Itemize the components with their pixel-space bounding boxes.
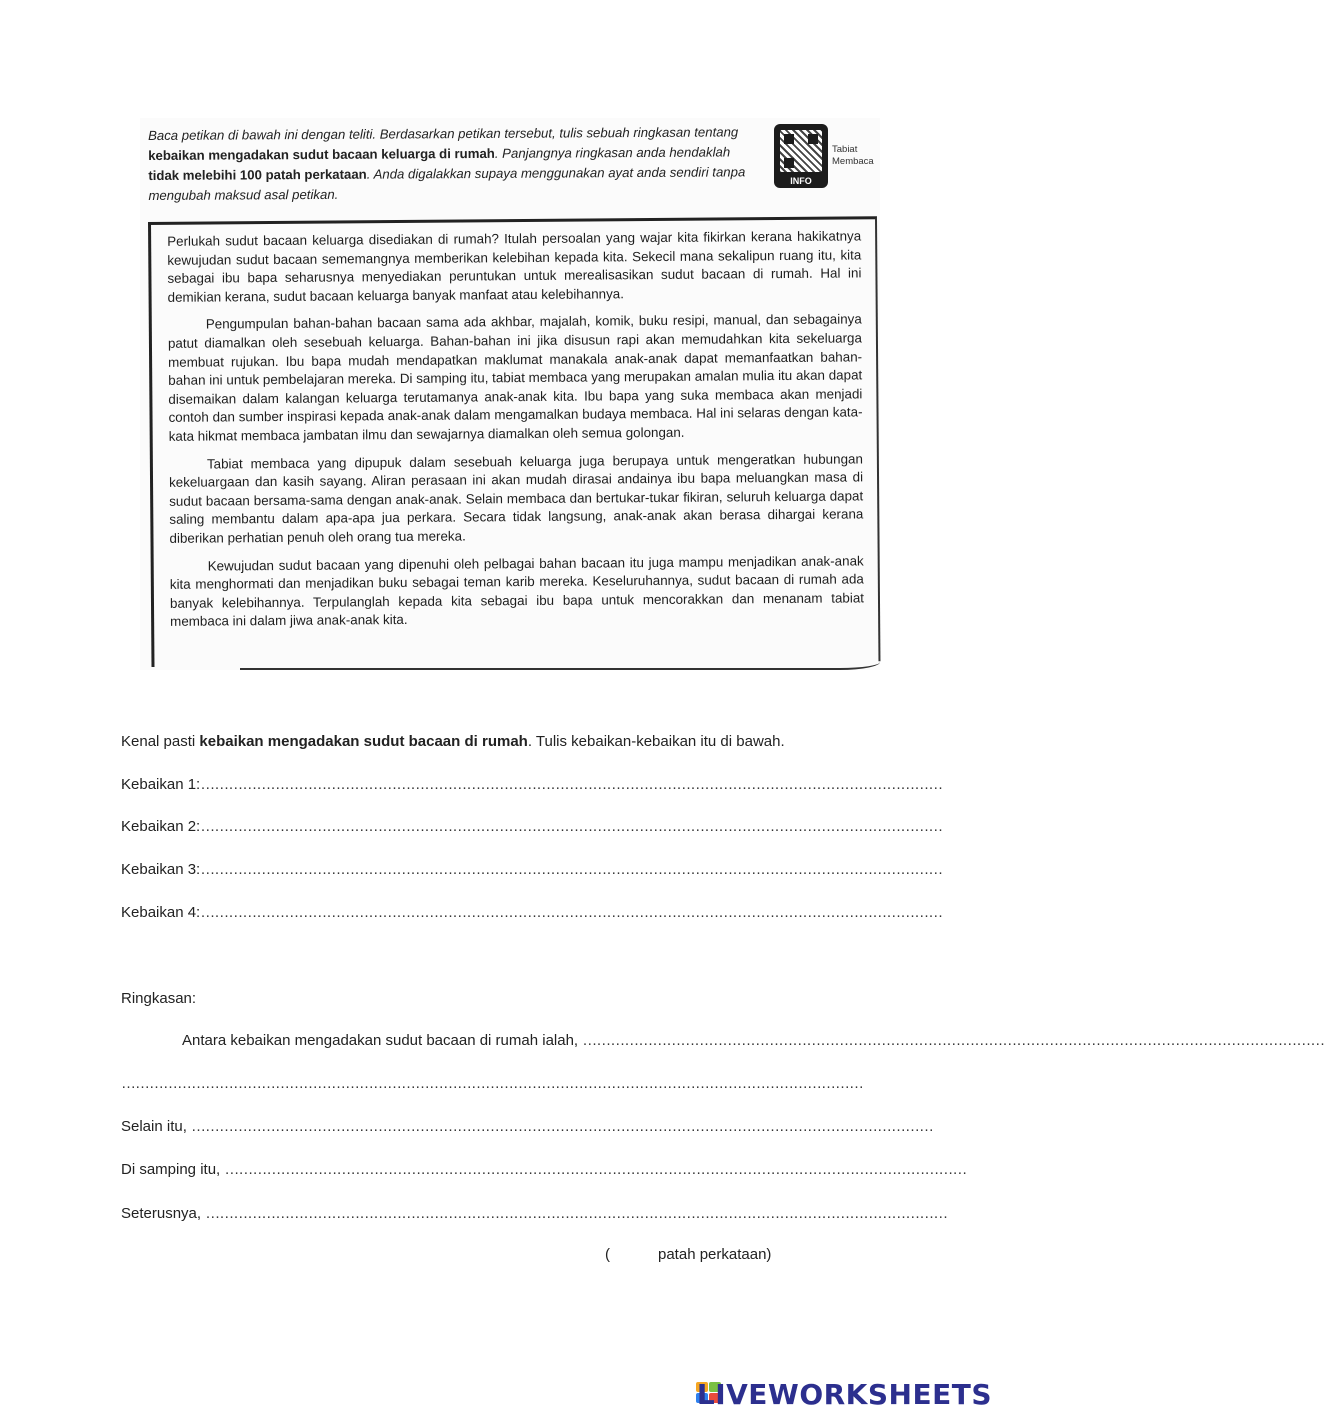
summary-line-di-samping-itu[interactable]: Di samping itu, …………………………………………………………………………………………………………………………………………… bbox=[121, 1161, 967, 1178]
passage-box bbox=[148, 216, 880, 667]
answer-line-kebaikan-2[interactable]: Kebaikan 2:…………………………………………………………………………………………………………………………………………… bbox=[121, 818, 943, 835]
passage-paragraph: Pengumpulan bahan-bahan bacaan sama ada akhbar, majalah, komik, buku resipi, manual, dan sebagainya patut diamalkan oleh sesebuah keluarga. Bahan-bahan ini jika disusun rapi akan memudahkan kita sekeluarga membuat rujukan. Ibu bapa mudah mendapatkan maklumat manakala anak-anak dapat memanfaatkan bahan-bahan ini untuk pembelajaran mereka. Di samping itu, tabiat membaca yang merupakan amalan mulia itu akan dapat disemaikan dalam kalangan keluarga terutamanya anak-anak kita. Ibu bapa yang suka membaca akan menjadi contoh dan sumber inspirasi kepada anak-anak dalam mengamalkan budaya membaca. Hal ini selaras dengan kata-kata hikmat membaca jambatan ilmu dan sewajarnya diamalkan oleh semua golongan. bbox=[167, 311, 863, 444]
answer-line-kebaikan-3[interactable]: Kebaikan 3:…………………………………………………………………………………………………………………………………………… bbox=[121, 861, 943, 878]
passage-box-edge bbox=[240, 658, 880, 670]
scanned-excerpt bbox=[140, 118, 880, 670]
liveworksheets-logo: LIVEWORKSHEETS bbox=[696, 1378, 992, 1411]
summary-heading: Ringkasan: bbox=[121, 990, 197, 1007]
qr-caption: Tabiat Membaca bbox=[832, 144, 874, 167]
summary-line-seterusnya[interactable]: Seterusnya, …………………………………………………………………………………………………………………………………………… bbox=[121, 1205, 948, 1222]
summary-line-selain-itu[interactable]: Selain itu, …………………………………………………………………………………………………………………………………………… bbox=[121, 1118, 934, 1135]
qr-code-icon bbox=[774, 124, 828, 188]
word-count-field[interactable]: ( patah perkataan) bbox=[605, 1246, 772, 1263]
instruction-text: Baca petikan di bawah ini dengan teliti. Berdasarkan petikan tersebut, tulis sebuah ringkasan tentang kebaikan mengadakan sudut bacaan keluarga di rumah. Panjangnya ringkasan anda hendaklah tidak melebihi 100 patah perkataan. Anda digalakkan supaya menggunakan ayat anda sendiri tanpa mengubah maksud asal petikan. bbox=[148, 124, 746, 203]
passage-text bbox=[167, 227, 864, 640]
passage-paragraph: Kewujudan sudut bacaan yang dipenuhi oleh pelbagai bahan bacaan itu juga mampu menjadikan anak-anak kita menghormati dan menjadikan buku sebagai teman karib mereka. Keseluruhannya, sudut bacaan di rumah ada banyak kelebihannya. Terpulanglah kepada kita sebagai ibu bapa untuk mencorakkan dan menanam tabiat membaca ini dalam jiwa anak-anak kita. bbox=[169, 552, 865, 630]
task-prompt: Kenal pasti kebaikan mengadakan sudut bacaan di rumah. Tulis kebaikan-kebaikan itu di bawah. bbox=[121, 733, 785, 750]
answer-line-kebaikan-1[interactable]: Kebaikan 1:…………………………………………………………………………………………………………………………………………… bbox=[121, 776, 943, 793]
qr-label: INFO bbox=[790, 176, 812, 186]
summary-answer-line[interactable]: …………………………………………………………………………………………………………………………………………… bbox=[121, 1075, 863, 1092]
passage-paragraph: Perlukah sudut bacaan keluarga disediakan di rumah? Itulah persoalan yang wajar kita fikirkan kerana hakikatnya kewujudan sudut bacaan sememangnya memberikan kelebihan kepada kita. Sekecil mana sekalipun ruang itu, kita sebagai ibu bapa seharusnya menyediakan peruntukan untuk merealisasikan sudut bacaan di rumah. Hal ini demikian kerana, sudut bacaan keluarga banyak manfaat atau kelebihannya. bbox=[167, 228, 862, 305]
passage-paragraph: Tabiat membaca yang dipupuk dalam sesebuah keluarga juga berupaya untuk mengeratkan hubungan kekeluargaan dan kasih sayang. Aliran perasaan ini akan mudah dirasai andainya ibu bapa meluangkan masa di sudut bacaan bersama-sama dengan anak-anak. Selain membaca dan bertukar-tukar fikiran, seluruh keluarga dapat saling membantu dalam apa-apa jua perkara. Secara tidak langsung, anak-anak akan berasa dihargai kerana diberikan perhatian penuh oleh orang tua mereka. bbox=[168, 450, 864, 546]
answer-line-kebaikan-4[interactable]: Kebaikan 4:…………………………………………………………………………………………………………………………………………… bbox=[121, 904, 943, 921]
summary-intro-line[interactable]: Antara kebaikan mengadakan sudut bacaan di rumah ialah, …………………………………………………………………………………………………………………………………………… bbox=[182, 1032, 1324, 1049]
